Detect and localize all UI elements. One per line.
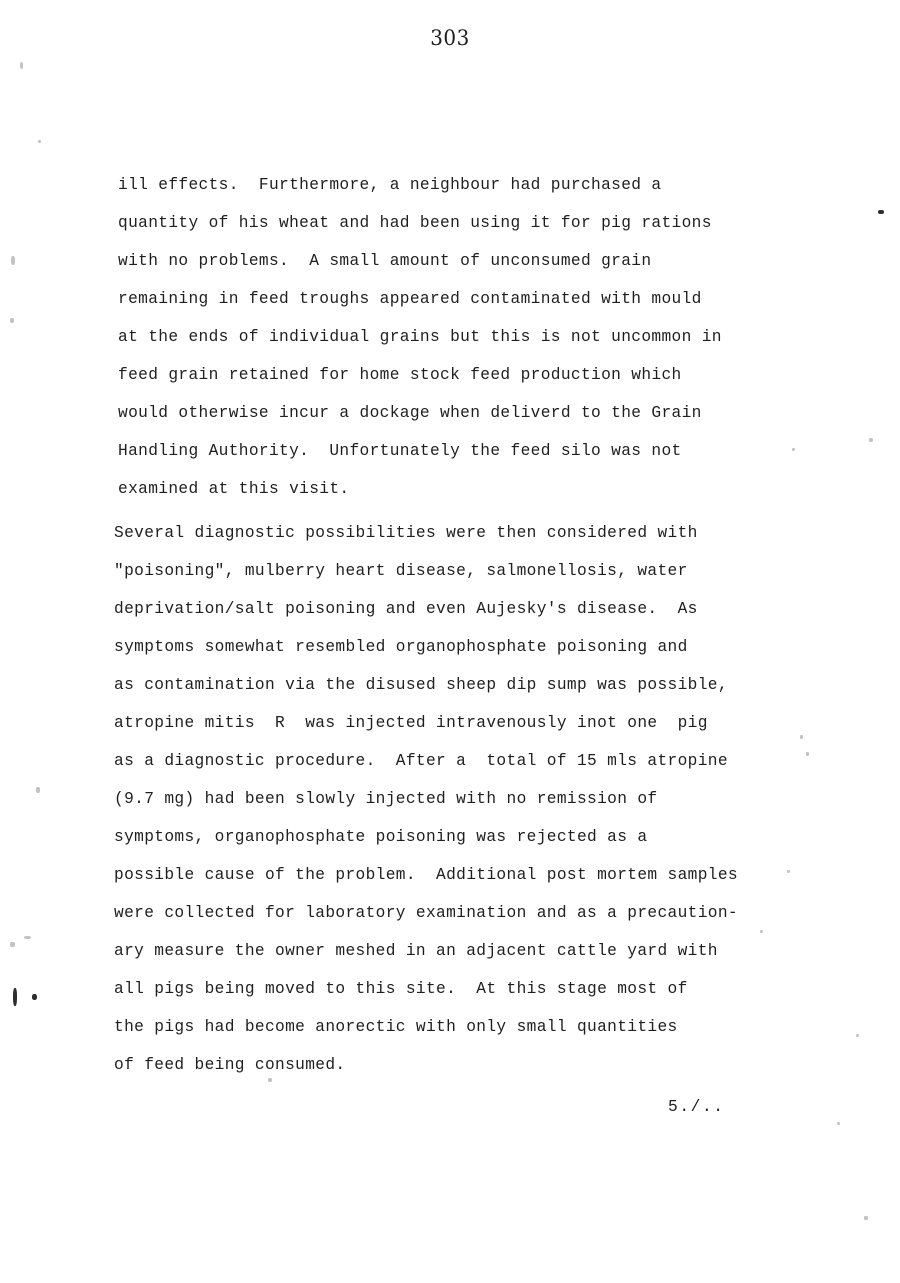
scan-speck xyxy=(36,787,40,793)
text-line: with no problems. A small amount of unconsumed grain xyxy=(118,252,652,270)
text-line: "poisoning", mulberry heart disease, salmonellosis, water xyxy=(114,562,688,580)
scan-speck xyxy=(10,318,14,323)
text-line: feed grain retained for home stock feed production which xyxy=(118,366,682,384)
paragraph-1 xyxy=(118,166,848,508)
text-line: (9.7 mg) had been slowly injected with no remission of xyxy=(114,790,658,808)
text-line: quantity of his wheat and had been using it for pig rations xyxy=(118,214,712,232)
scan-speck xyxy=(864,1216,868,1220)
text-line: all pigs being moved to this site. At this stage most of xyxy=(114,980,688,998)
text-line: symptoms, organophosphate poisoning was rejected as a xyxy=(114,828,648,846)
scan-speck xyxy=(32,994,37,1000)
text-line: at the ends of individual grains but this is not uncommon in xyxy=(118,328,722,346)
text-line: atropine mitis R was injected intravenously inot one pig xyxy=(114,714,708,732)
text-line: ill effects. Furthermore, a neighbour had purchased a xyxy=(118,176,662,194)
text-line: would otherwise incur a dockage when deliverd to the Grain xyxy=(118,404,702,422)
text-line: Handling Authority. Unfortunately the feed silo was not xyxy=(118,442,682,460)
scan-speck xyxy=(787,870,790,873)
page-number: 303 xyxy=(430,26,470,50)
continuation-mark: 5./.. xyxy=(668,1098,725,1116)
text-line: as a diagnostic procedure. After a total of 15 mls atropine xyxy=(114,752,728,770)
text-line: as contamination via the disused sheep dip sump was possible, xyxy=(114,676,728,694)
scan-speck xyxy=(806,752,809,756)
scan-speck xyxy=(13,988,17,1006)
text-line: of feed being consumed. xyxy=(114,1056,346,1074)
body-text xyxy=(114,166,848,1084)
scan-speck xyxy=(792,448,795,451)
scan-speck xyxy=(800,735,803,739)
scan-speck xyxy=(10,942,15,947)
scan-speck xyxy=(760,930,763,933)
scan-speck xyxy=(878,210,884,214)
scan-speck xyxy=(24,936,31,939)
scan-speck xyxy=(837,1122,840,1125)
scan-speck xyxy=(268,1078,272,1082)
scan-speck xyxy=(856,1034,859,1037)
text-line: symptoms somewhat resembled organophosphate poisoning and xyxy=(114,638,688,656)
text-line: remaining in feed troughs appeared contaminated with mould xyxy=(118,290,702,308)
scan-speck xyxy=(11,256,15,265)
text-line: deprivation/salt poisoning and even Aujesky's disease. As xyxy=(114,600,698,618)
text-line: possible cause of the problem. Additional post mortem samples xyxy=(114,866,738,884)
text-line: ary measure the owner meshed in an adjacent cattle yard with xyxy=(114,942,718,960)
scan-speck xyxy=(38,140,41,143)
text-line: were collected for laboratory examination and as a precaution- xyxy=(114,904,738,922)
paragraph-2 xyxy=(114,514,848,1084)
scan-speck xyxy=(869,438,873,442)
scan-speck xyxy=(20,62,23,69)
text-line: the pigs had become anorectic with only small quantities xyxy=(114,1018,678,1036)
text-line: Several diagnostic possibilities were then considered with xyxy=(114,524,698,542)
text-line: examined at this visit. xyxy=(118,480,350,498)
